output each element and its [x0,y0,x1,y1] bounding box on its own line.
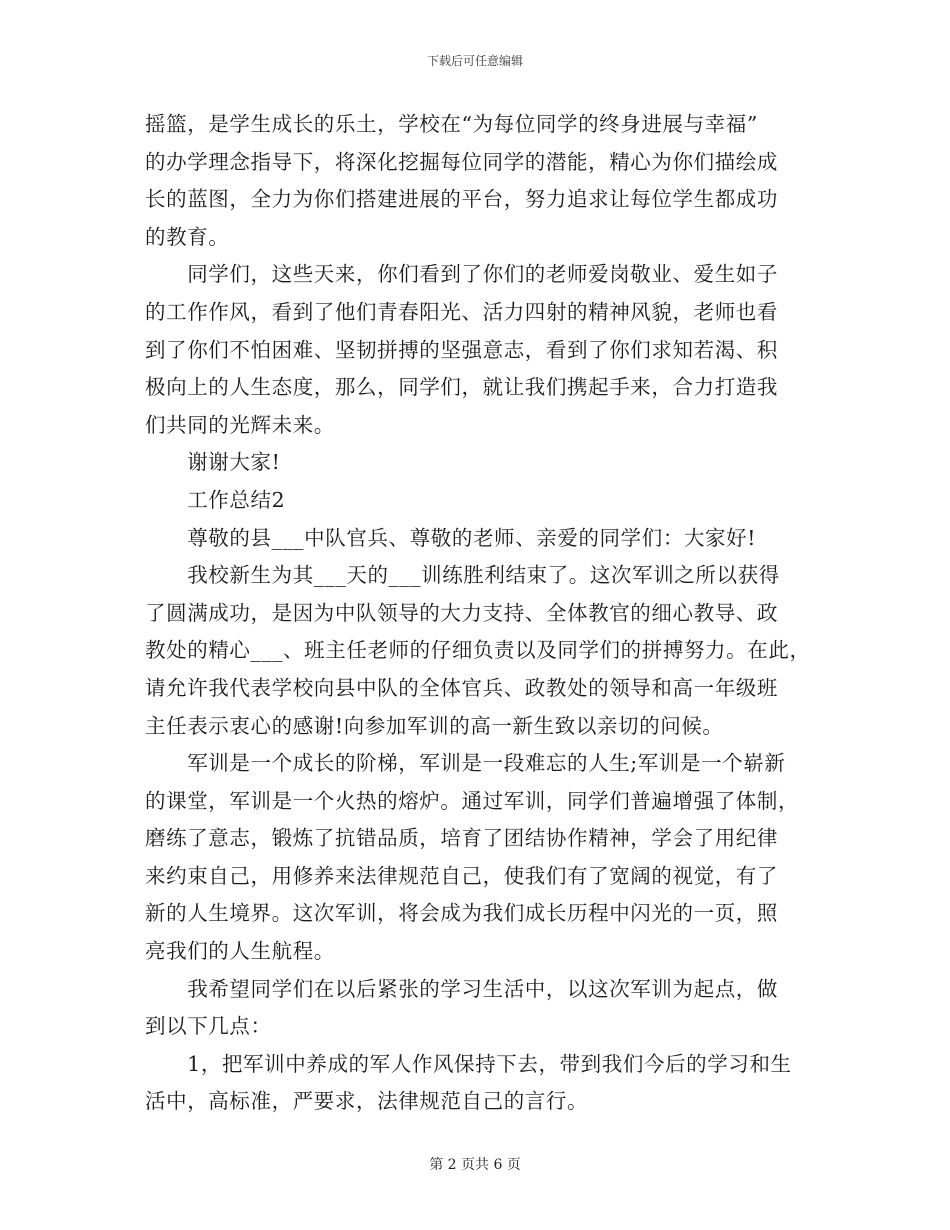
text-line: 磨练了意志，锻炼了抗错品质，培育了团结协作精神，学会了用纪律 [145,826,778,851]
text-line: 我希望同学们在以后紧张的学习生活中，以这次军训为起点，做 [145,976,778,1001]
section-heading: 工作总结2 [145,487,286,512]
text-line: 的教育。 [145,224,230,249]
text-line: 我校新生为其___天的___训练胜利结束了。这次军训之所以获得 [145,563,780,588]
page-header: 下载后可任意编辑 [426,54,523,68]
text-line: 主任表示衷心的感谢!向参加军训的高一新生致以亲切的问候。 [145,713,724,738]
text-line: 1，把军训中养成的军人作风保持下去，带到我们今后的学习和生 [145,1051,792,1076]
text-line: 请允许我代表学校向县中队的全体官兵、政教处的领导和高一年级班 [145,675,778,700]
text-line: 到以下几点： [145,1014,272,1039]
text-line: 的课堂，军训是一个火热的熔炉。通过军训，同学们普遍增强了体制， [145,788,800,813]
text-line: 长的蓝图，全力为你们搭建进展的平台，努力追求让每位学生都成功 [145,187,778,212]
document-body [145,106,813,1121]
text-line: 的办学理念指导下，将深化挖掘每位同学的潜能，精心为你们描绘成 [145,149,778,174]
text-line: 的工作作风，看到了他们青春阳光、活力四射的精神风貌，老师也看 [145,299,778,324]
text-line: 军训是一个成长的阶梯，军训是一段难忘的人生;军训是一个崭新 [145,751,786,776]
text-line: 摇篮，是学生成长的乐土，学校在“为每位同学的终身进展与幸福” [145,112,758,136]
text-line: 来约束自己，用修养来法律规范自己，使我们有了宽阔的视觉，有了 [145,863,778,888]
text-line: 活中，高标准，严要求，法律规范自己的言行。 [145,1089,589,1114]
text-line: 同学们，这些天来，你们看到了你们的老师爱岗敬业、爱生如子 [145,262,778,287]
text-line: 教处的精心___、班主任老师的仔细负责以及同学们的拼搏努力。在此， [145,638,811,663]
text-line: 了圆满成功，是因为中队领导的大力支持、全体教官的细心教导、政 [145,600,778,625]
text-line: 们共同的光辉未来。 [145,412,335,437]
text-line: 到了你们不怕困难、坚韧拼搏的坚强意志，看到了你们求知若渴、积 [145,337,778,362]
text-line: 极向上的人生态度，那么，同学们，就让我们携起手来，合力打造我 [145,375,778,400]
text-line: 谢谢大家! [145,450,281,475]
page-number: 第 2 页共 6 页 [429,1157,521,1173]
text-line: 尊敬的县___中队官兵、尊敬的老师、亲爱的同学们：大家好! [145,525,757,550]
text-line: 亮我们的人生航程。 [145,939,335,964]
text-line: 新的人生境界。这次军训，将会成为我们成长历程中闪光的一页，照 [145,901,778,926]
